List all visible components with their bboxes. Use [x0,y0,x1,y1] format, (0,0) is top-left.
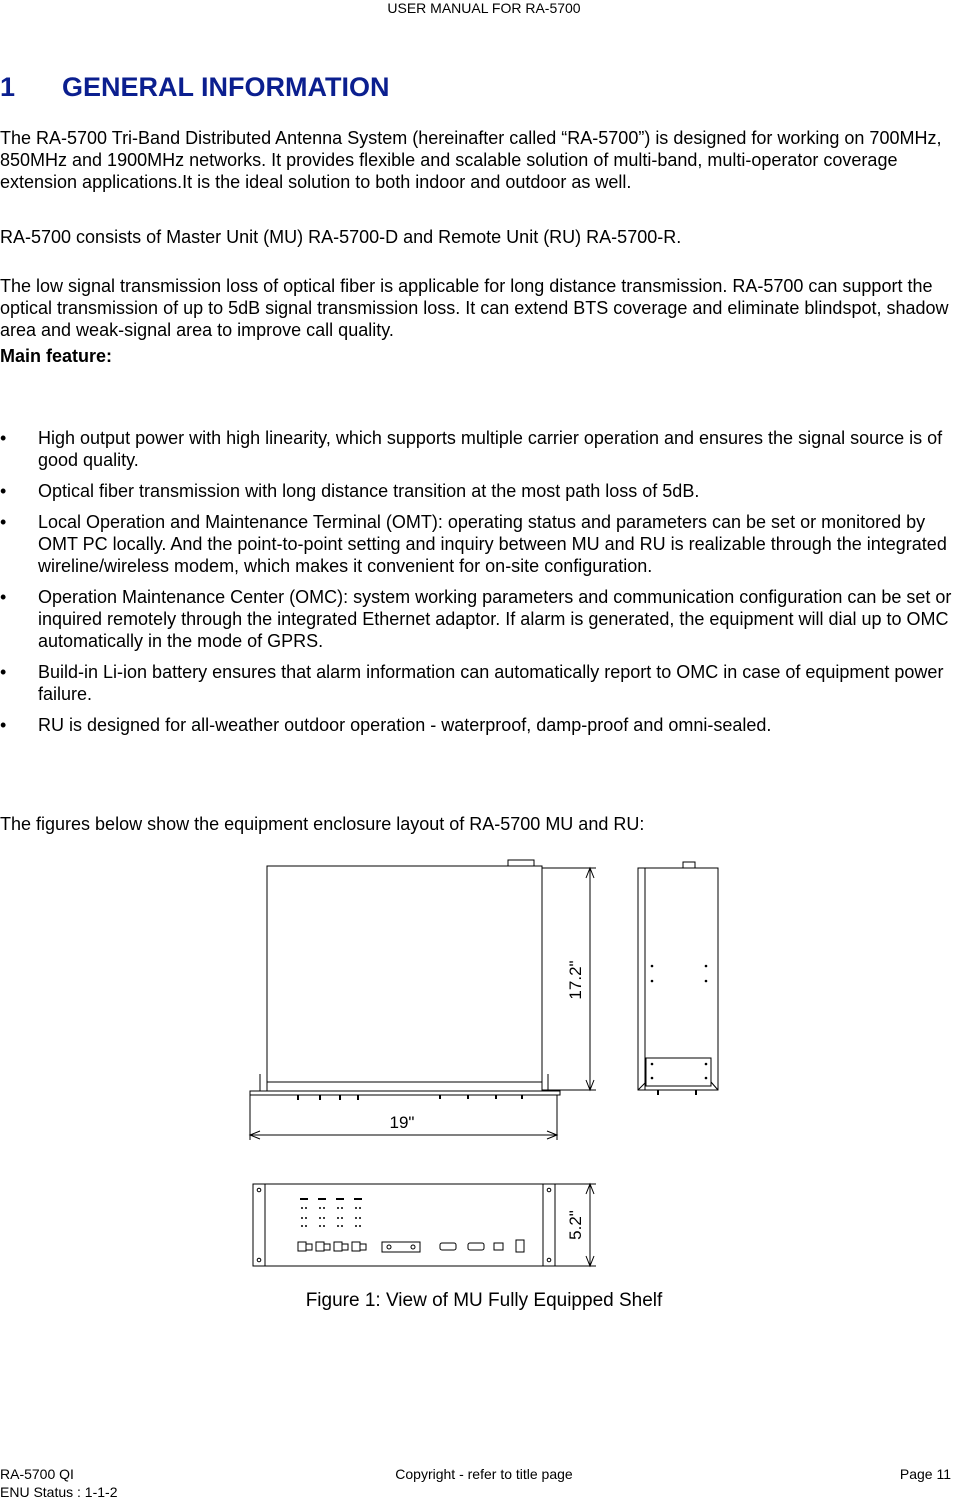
bullet-icon: • [0,481,7,501]
feature-text: Optical fiber transmission with long distance transition at the most path loss of 5dB. [38,481,700,501]
feature-text: Local Operation and Maintenance Terminal (OMT): operating status and parameters can be set or monitored by OMT PC locally. And the point-to-point setting and inquiry between MU and RU is realizable through the integrated wireline/wireless modem, which makes it convenient for on-site configuration. [38,512,947,576]
transmission-paragraph: The low signal transmission loss of optical fiber is applicable for long distance transmission. RA-5700 can support the optical transmission of up to 5dB signal transmission loss. It can extend BTS coverage and eliminate blindspot, shadow area and weak-signal area to improve call quality. [0,276,949,340]
feature-text: RU is designed for all-weather outdoor operation - waterproof, damp-proof and omni-sealed. [38,715,772,735]
features-heading: Main feature: [0,346,113,366]
dim-width-label: 19" [389,1113,415,1132]
footer-copyright: Copyright - refer to title page [395,1466,573,1482]
dim-depth-label: 17.2" [566,960,585,1000]
composition-paragraph: RA-5700 consists of Master Unit (MU) RA-5700-D and Remote Unit (RU) RA-5700-R. [0,227,682,247]
bullet-icon: • [0,662,7,682]
feature-text: Build-in Li-ion battery ensures that alarm information can automatically report to OMC in case of equipment power failure. [38,662,944,704]
header-title: USER MANUAL FOR RA-5700 [387,0,581,16]
figure-caption: Figure 1: View of MU Fully Equipped Shelf [305,1290,663,1311]
list-item [0,714,968,736]
bullet-icon: • [0,428,7,448]
mu-front-view [253,1184,555,1266]
bullet-icon: • [0,512,7,532]
footer-doc-id: RA-5700 QI [0,1466,74,1482]
list-item [0,661,968,705]
intro-paragraph: The RA-5700 Tri-Band Distributed Antenna System (hereinafter called “RA-5700”) is designed for working on 700MHz, 850MHz and 1900MHz networks. It provides flexible and scalable solution of multi-band, multi-operator coverage extension applications.It is the ideal solution to both indoor and outdoor as well. [0,128,942,192]
section-heading [0,70,390,104]
footer-status: ENU Status : 1-1-2 [0,1484,118,1500]
footer-page-number: Page 11 [899,1466,951,1482]
bullet-icon: • [0,715,7,735]
mu-side-view [638,862,718,1095]
list-item [0,480,968,502]
section-title: GENERAL INFORMATION [62,72,390,102]
dim-height-label: 5.2" [566,1210,585,1240]
list-item [0,511,968,577]
mu-top-view [250,860,560,1100]
figure-intro: The figures below show the equipment enclosure layout of RA-5700 MU and RU: [0,814,645,834]
feature-text: High output power with high linearity, which supports multiple carrier operation and ensures the signal source is of good quality. [38,428,943,470]
feature-text: Operation Maintenance Center (OMC): system working parameters and communication configuration can be set or inquired remotely through the integrated Ethernet adaptor. If alarm is generated, the equipment will dial up to OMC automatically in the mode of GPRS. [38,587,952,651]
section-number: 1 [0,72,16,102]
page-header [0,0,968,16]
list-item [0,427,968,471]
list-item [0,586,968,652]
feature-list [0,427,968,745]
bullet-icon: • [0,587,7,607]
enclosure-drawing [240,850,740,1280]
